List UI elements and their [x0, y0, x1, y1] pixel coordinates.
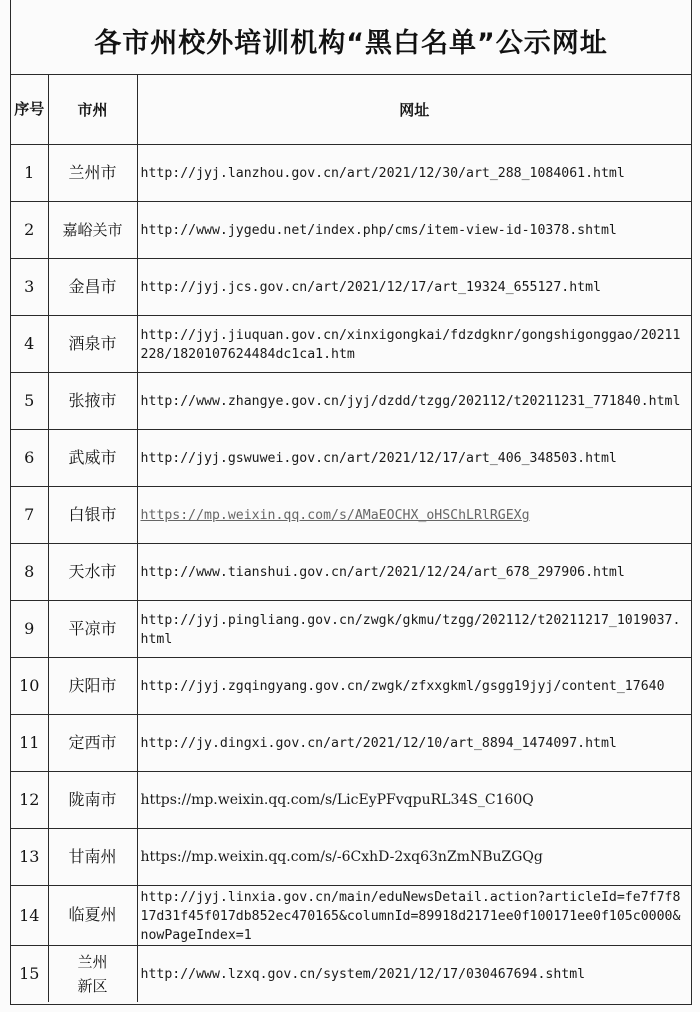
city-name: 兰州市 — [48, 144, 137, 201]
table-row — [11, 315, 691, 372]
header-url: 网址 — [137, 75, 691, 144]
header-city: 市州 — [48, 75, 137, 144]
table-row — [11, 600, 691, 657]
url-link[interactable]: http://jyj.linxia.gov.cn/main/eduNewsDetail.action?articleId=fe7f7f817d31f45f017db852ec470165&columnId=89918d2171ee0f100171ee0f105c0000&nowPageIndex=1 — [137, 885, 691, 945]
document-page — [10, 0, 692, 1005]
city-name: 临夏州 — [48, 885, 137, 945]
url-link[interactable]: http://jyj.lanzhou.gov.cn/art/2021/12/30/art_288_1084061.html — [137, 144, 691, 201]
row-number: 6 — [11, 429, 48, 486]
table-row — [11, 429, 691, 486]
row-number: 4 — [11, 315, 48, 372]
city-name: 平凉市 — [48, 600, 137, 657]
url-link[interactable]: http://www.lzxq.gov.cn/system/2021/12/17/030467694.shtml — [137, 945, 691, 1002]
url-link[interactable]: https://mp.weixin.qq.com/s/LicEyPFvqpuRL34S_C160Q — [137, 771, 691, 828]
row-number: 11 — [11, 714, 48, 771]
table-row — [11, 486, 691, 543]
row-number: 14 — [11, 885, 48, 945]
city-name: 甘南州 — [48, 828, 137, 885]
row-number: 7 — [11, 486, 48, 543]
url-link[interactable]: http://jyj.pingliang.gov.cn/zwgk/gkmu/tzgg/202112/t20211217_1019037.html — [137, 600, 691, 657]
table-header-row — [11, 75, 691, 144]
page-title: 各市州校外培训机构“黑白名单”公示网址 — [11, 0, 691, 75]
table-row — [11, 201, 691, 258]
table-row — [11, 144, 691, 201]
url-link[interactable]: http://jyj.jiuquan.gov.cn/xinxigongkai/fdzdgknr/gongshigonggao/20211228/1820107624484dc1ca1.htm — [137, 315, 691, 372]
row-number: 2 — [11, 201, 48, 258]
url-link[interactable]: http://www.jygedu.net/index.php/cms/item-view-id-10378.shtml — [137, 201, 691, 258]
city-name: 张掖市 — [48, 372, 137, 429]
row-number: 3 — [11, 258, 48, 315]
city-name: 天水市 — [48, 543, 137, 600]
url-link[interactable]: http://jyj.jcs.gov.cn/art/2021/12/17/art_19324_655127.html — [137, 258, 691, 315]
row-number: 1 — [11, 144, 48, 201]
row-number: 15 — [11, 945, 48, 1002]
row-number: 10 — [11, 657, 48, 714]
city-name: 金昌市 — [48, 258, 137, 315]
url-link[interactable]: http://jyj.zgqingyang.gov.cn/zwgk/zfxxgkml/gsgg19jyj/content_17640 — [137, 657, 691, 714]
url-table — [11, 75, 691, 1002]
row-number: 9 — [11, 600, 48, 657]
row-number: 8 — [11, 543, 48, 600]
city-name: 定西市 — [48, 714, 137, 771]
table-row — [11, 258, 691, 315]
url-link[interactable]: http://jy.dingxi.gov.cn/art/2021/12/10/art_8894_1474097.html — [137, 714, 691, 771]
url-link[interactable]: http://jyj.gswuwei.gov.cn/art/2021/12/17/art_406_348503.html — [137, 429, 691, 486]
table-row — [11, 771, 691, 828]
city-name: 嘉峪关市 — [48, 201, 137, 258]
url-link[interactable]: https://mp.weixin.qq.com/s/AMaEOCHX_oHSChLRlRGEXg — [137, 486, 691, 543]
table-row — [11, 372, 691, 429]
row-number: 5 — [11, 372, 48, 429]
city-name: 白银市 — [48, 486, 137, 543]
row-number: 13 — [11, 828, 48, 885]
city-name: 陇南市 — [48, 771, 137, 828]
table-row — [11, 945, 691, 1002]
table-row — [11, 543, 691, 600]
url-link[interactable]: https://mp.weixin.qq.com/s/-6CxhD-2xq63nZmNBuZGQg — [137, 828, 691, 885]
city-name: 庆阳市 — [48, 657, 137, 714]
row-number: 12 — [11, 771, 48, 828]
table-row — [11, 714, 691, 771]
table-row — [11, 657, 691, 714]
city-name: 武威市 — [48, 429, 137, 486]
city-name: 兰州新区 — [48, 945, 137, 1002]
url-link[interactable]: http://www.zhangye.gov.cn/jyj/dzdd/tzgg/202112/t20211231_771840.html — [137, 372, 691, 429]
table-row — [11, 828, 691, 885]
header-no: 序号 — [11, 75, 48, 144]
city-name: 酒泉市 — [48, 315, 137, 372]
table-row — [11, 885, 691, 945]
url-link[interactable]: http://www.tianshui.gov.cn/art/2021/12/24/art_678_297906.html — [137, 543, 691, 600]
